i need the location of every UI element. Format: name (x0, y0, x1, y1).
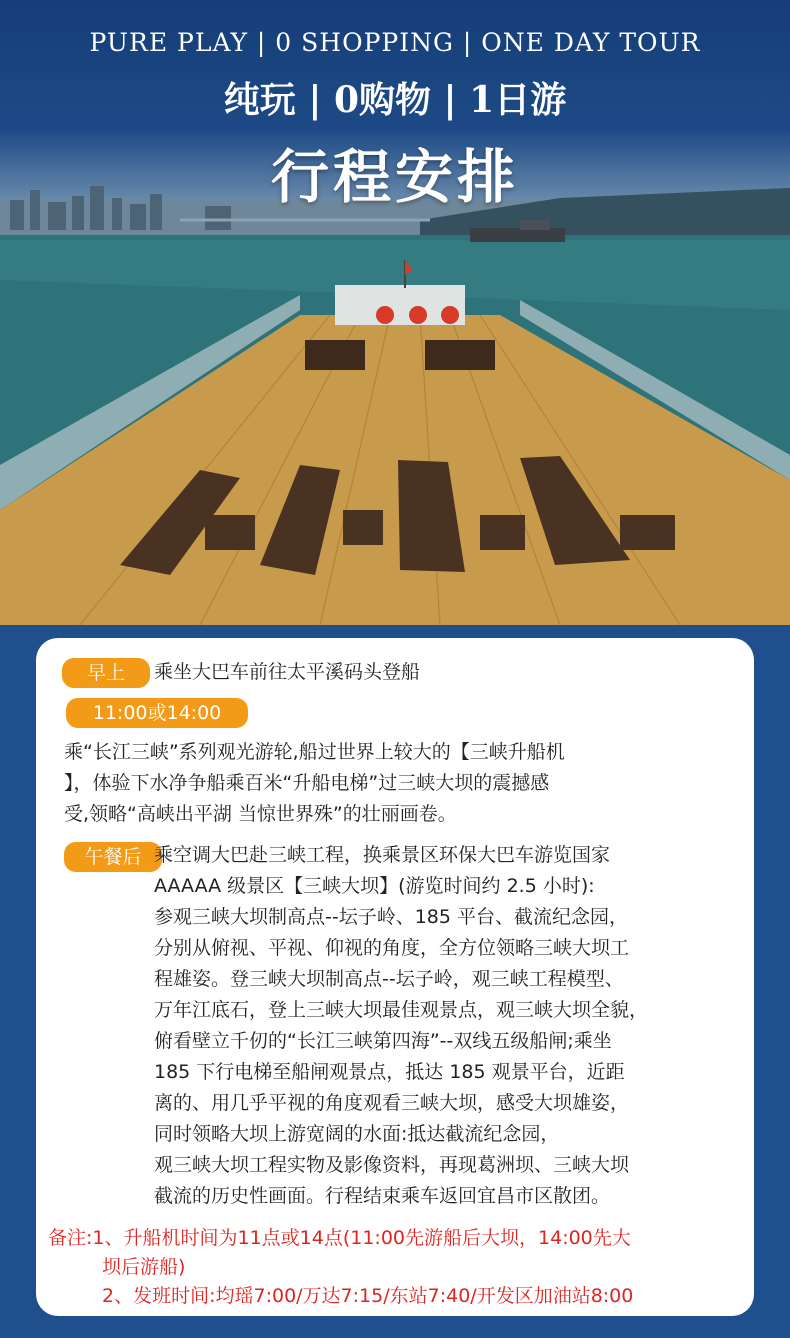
afternoon-line: 观三峡大坝工程实物及影像资料，再现葛洲坝、三峡大坝 (154, 1154, 630, 1176)
afternoon-line: 俯看壁立千仞的“长江三峡第四海”--双线五级船闸;乘坐 (154, 1030, 612, 1052)
morning-tag: 早上 (62, 658, 150, 688)
chinese-slogan: 纯玩 | 0购物 | 1日游 (223, 79, 567, 121)
afternoon-line: 万年江底石，登上三峡大坝最佳观景点，观三峡大坝全貌， (154, 999, 649, 1021)
afternoon-line: 程雄姿。登三峡大坝制高点--坛子岭，观三峡工程模型、 (154, 968, 624, 990)
note-line: 2、发班时间:均瑶7:00/万达7:15/东站7:40/开发区加油站8:00 (102, 1285, 634, 1307)
afternoon-line: 分别从俯视、平视、仰视的角度，全方位领略三峡大坝工 (154, 937, 630, 959)
itinerary-card (36, 638, 754, 1316)
afternoon-line: 参观三峡大坝制高点--坛子岭、185 平台、截流纪念园， (154, 906, 629, 928)
time-line: 受,领略“高峡出平湖 当惊世界殊”的壮丽画卷。 (64, 803, 457, 825)
time-line: 】，体验下水净争船乘百米“升船电梯”过三峡大坝的震撼感 (64, 772, 550, 794)
afternoon-line: 同时领略大坝上游宽阔的水面:抵达截流纪念园， (154, 1123, 560, 1145)
afternoon-line: 185 下行电梯至船闸观景点，抵达 185 观景平台，近距 (154, 1061, 625, 1083)
time-line: 乘“长江三峡”系列观光游轮,船过世界上较大的【三峡升船机 (64, 741, 565, 763)
afternoon-line: 离的、用几乎平视的角度观看三峡大坝，感受大坝雄姿， (154, 1092, 630, 1114)
english-slogan: PURE PLAY | 0 SHOPPING | ONE DAY TOUR (89, 28, 701, 57)
afternoon-tag: 午餐后 (64, 842, 162, 872)
note-line: 备注:1、升船机时间为11点或14点(11:00先游船后大坝，14:00先大 (48, 1227, 631, 1249)
afternoon-line: 截流的历史性画面。行程结束乘车返回宜昌市区散团。 (154, 1185, 611, 1207)
hero-banner (0, 0, 790, 625)
afternoon-line: 乘空调大巴赴三峡工程，换乘景区环保大巴车游览国家 (154, 844, 611, 866)
time-tag: 11:00或14:00 (66, 698, 248, 728)
page-title: 行程安排 (270, 143, 519, 211)
morning-text: 乘坐大巴车前往太平溪码头登船 (154, 661, 421, 683)
afternoon-line: AAAAA 级景区【三峡大坝】(游览时间约 2.5 小时): (154, 875, 595, 897)
cruise-deck-photo (0, 180, 790, 625)
note-line: 坝后游船) (102, 1256, 186, 1278)
